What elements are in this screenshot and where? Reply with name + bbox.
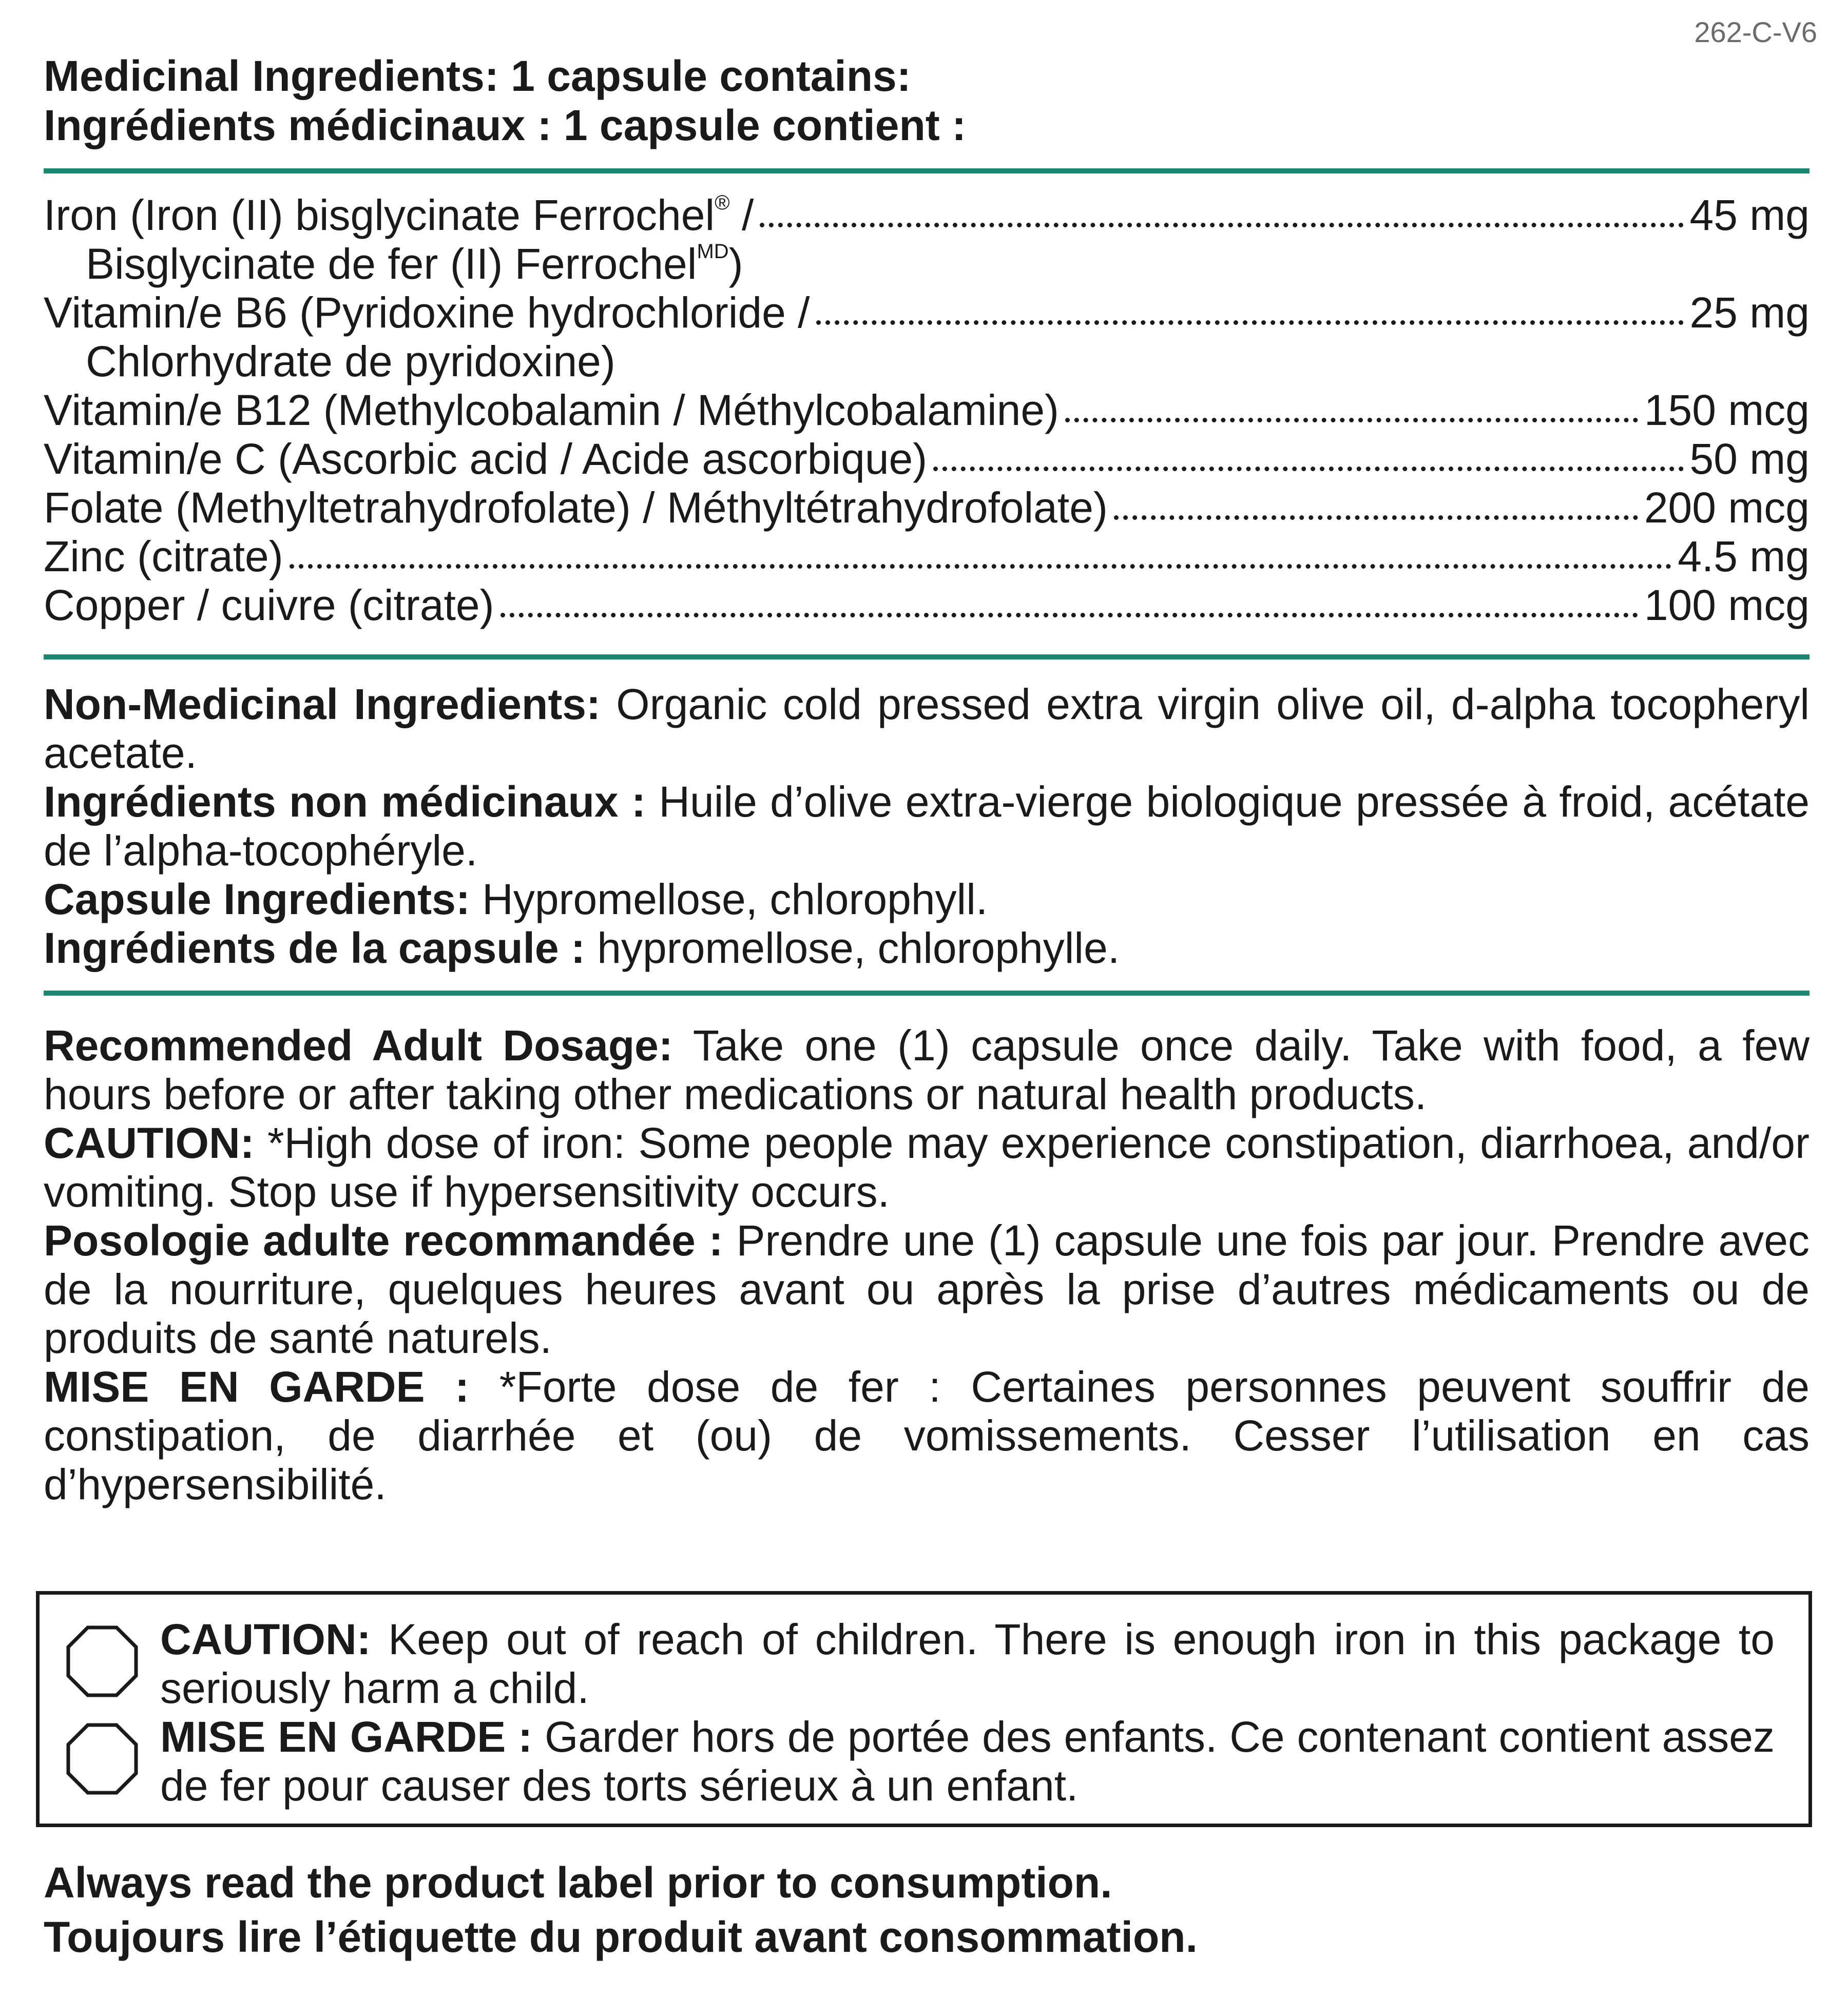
ingredient-row xyxy=(44,191,1810,240)
ingredient-name: Folate (Methyltetrahydrofolate) / Méthyltétrahydrofolate) xyxy=(44,483,1108,532)
ingredient-amount: 200 mcg xyxy=(1644,483,1810,532)
footer-en: Always read the product label prior to consumption. xyxy=(44,1858,1112,1907)
ingredient-row xyxy=(44,386,1810,435)
child-warning-box xyxy=(36,1591,1812,1827)
medicinal-header-en: Medicinal Ingredients: 1 capsule contains: xyxy=(44,52,911,100)
ingredient-amount: 50 mg xyxy=(1689,435,1810,483)
dot-leader xyxy=(760,223,1683,227)
ingredient-name: Vitamin/e C (Ascorbic acid / Acide ascorbique) xyxy=(44,435,928,483)
ingredient-amount: 150 mcg xyxy=(1644,386,1810,434)
ingredient-row xyxy=(44,532,1810,581)
dot-leader xyxy=(816,320,1684,325)
dot-leader xyxy=(933,467,1683,471)
product-code: 262-C-V6 xyxy=(1694,16,1817,48)
capsule-ingredients-fr: Ingrédients de la capsule : hypromellose, chlorophylle. xyxy=(44,924,1120,972)
registered-mark: ® xyxy=(715,191,730,214)
child-warning-fr: MISE EN GARDE : Garder hors de portée des enfants. Ce contenant contient assez de fer pour causer des torts sérieux à un enfant. xyxy=(160,1713,1775,1810)
ingredient-name-suffix: / xyxy=(729,191,754,239)
ingredient-name: Zinc (citrate) xyxy=(44,532,283,580)
dot-leader xyxy=(500,613,1638,617)
ingredient-name: Vitamin/e B12 (Methylcobalamin / Méthylcobalamine) xyxy=(44,386,1060,434)
md-mark: MD xyxy=(697,240,729,263)
child-warning-text xyxy=(160,1615,1775,1810)
octagon-warning-icon xyxy=(66,1723,138,1795)
ingredient-list xyxy=(44,191,1810,630)
dot-leader xyxy=(1114,515,1638,520)
footer-fr: Toujours lire l’étiquette du produit avant consommation. xyxy=(44,1913,1198,1961)
divider-rule xyxy=(44,991,1810,996)
caution-en: CAUTION: *High dose of iron: Some people may experience constipation, diarrhoea, and/or vomiting. Stop use if hypersensitivity occurs. xyxy=(44,1119,1810,1216)
footer-notice xyxy=(44,1855,1810,1964)
divider-rule xyxy=(44,654,1810,660)
non-medicinal-fr: Ingrédients non médicinaux : Huile d’olive extra-vierge biologique pressée à froid, acétate de l’alpha-tocophéryle. xyxy=(44,778,1810,875)
medicinal-header-fr: Ingrédients médicinaux : 1 capsule contient : xyxy=(44,101,967,149)
divider-rule xyxy=(44,168,1810,173)
capsule-ingredients-en: Capsule Ingredients: Hypromellose, chlorophyll. xyxy=(44,875,988,923)
ingredient-row xyxy=(44,581,1810,630)
octagon-warning-icon xyxy=(66,1625,138,1697)
dosage-fr: Posologie adulte recommandée : Prendre une (1) capsule une fois par jour. Prendre avec de la nourriture, quelques heures avant ou après la prise d’autres médicaments ou de produits de santé naturels. xyxy=(44,1216,1810,1362)
ingredient-amount: 100 mcg xyxy=(1644,581,1810,629)
medicinal-header xyxy=(44,51,1810,150)
ingredient-continuation: Bisglycinate de fer (II) Ferrochel$^{MD}$) xyxy=(86,240,743,288)
ingredient-row xyxy=(44,288,1810,337)
child-warning-en: CAUTION: Keep out of reach of children. There is enough iron in this package to seriously harm a child. xyxy=(160,1615,1775,1712)
ingredient-name: Copper / cuivre (citrate) xyxy=(44,581,494,629)
ingredient-amount: 25 mg xyxy=(1689,288,1810,337)
non-medicinal-en: Non-Medicinal Ingredients: Organic cold pressed extra virgin olive oil, d-alpha tocopheryl acetate. xyxy=(44,680,1810,777)
ingredient-continuation: Chlorhydrate de pyridoxine) xyxy=(86,337,615,385)
ingredient-name: Iron (Iron (II) bisglycinate Ferrochel xyxy=(44,191,715,239)
non-medicinal-section xyxy=(44,680,1810,973)
dot-leader xyxy=(290,564,1671,569)
ingredient-amount: 45 mg xyxy=(1689,191,1810,239)
ingredient-row xyxy=(44,435,1810,483)
ingredient-name: Vitamin/e B6 (Pyridoxine hydrochloride / xyxy=(44,288,810,337)
ingredient-amount: 4.5 mg xyxy=(1678,532,1810,580)
ingredient-row xyxy=(44,483,1810,532)
caution-fr: MISE EN GARDE : *Forte dose de fer : Certaines personnes peuvent souffrir de constipation, de diarrhée et (ou) de vomissements. Cesser l’utilisation en cas d’hypersensibilité. xyxy=(44,1363,1810,1508)
dot-leader xyxy=(1065,418,1638,422)
dosage-en: Recommended Adult Dosage: Take one (1) capsule once daily. Take with food, a few hours before or after taking other medications or natural health products. xyxy=(44,1021,1810,1118)
dosage-section xyxy=(44,1021,1810,1509)
